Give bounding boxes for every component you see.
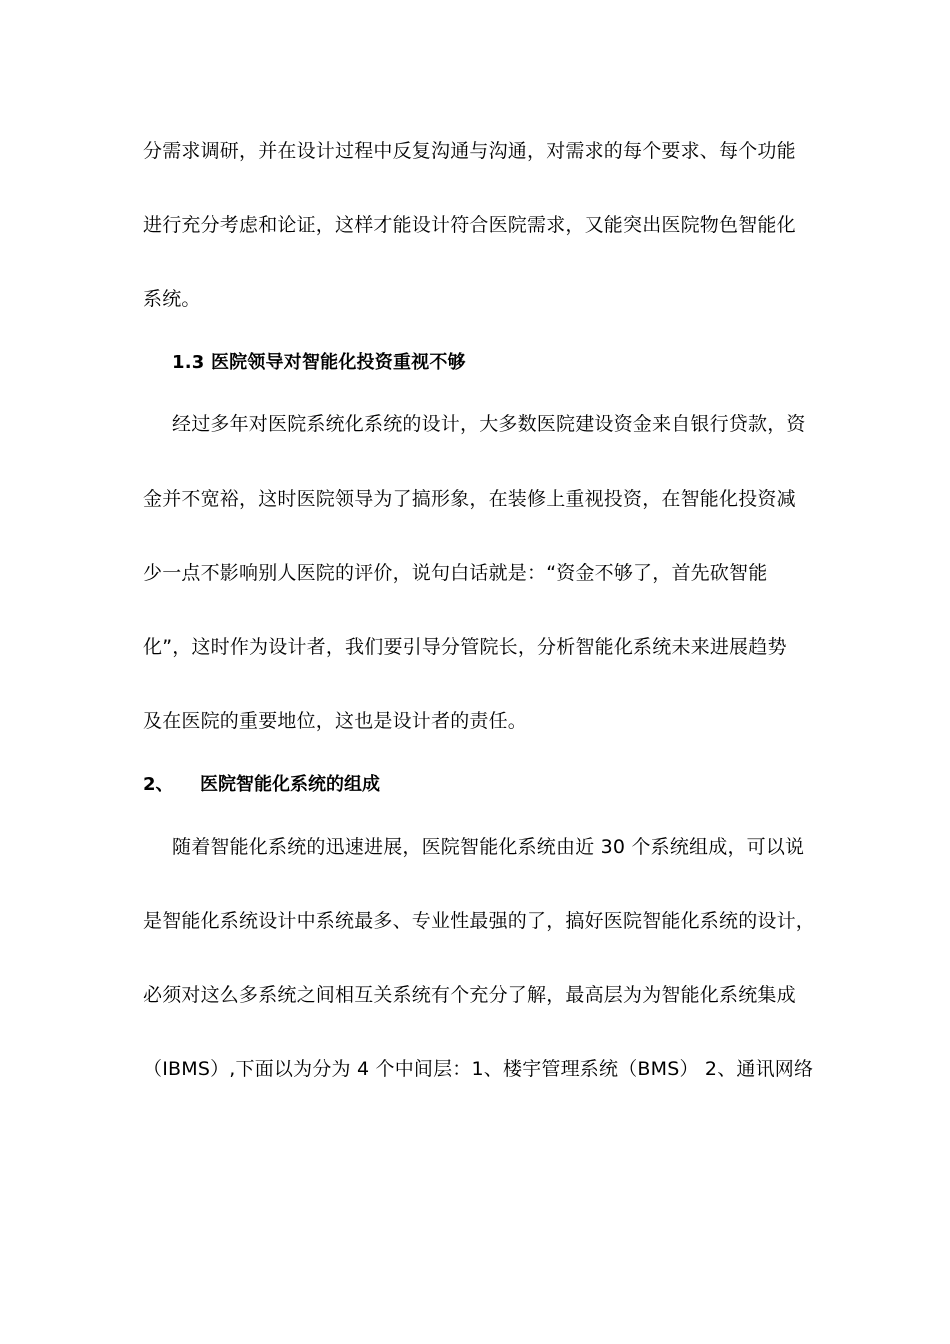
- paragraph-line: 少一点不影响别人医院的评价，说句白话就是：“资金不够了，首先砍智能: [143, 562, 768, 584]
- section-heading-1-3: 1.3 医院领导对智能化投资重视不够: [172, 352, 466, 373]
- paragraph-line: 化”，这时作为设计者，我们要引导分管院长，分析智能化系统未来进展趋势: [143, 636, 787, 658]
- paragraph-line: 分需求调研，并在设计过程中反复沟通与沟通，对需求的每个要求、每个功能: [143, 140, 796, 162]
- paragraph-line: 必须对这么多系统之间相互关系统有个充分了解，最高层为为智能化系统集成: [143, 984, 796, 1006]
- paragraph-line: 是智能化系统设计中系统最多、专业性最强的了，搞好医院智能化系统的设计，: [143, 910, 816, 932]
- paragraph-line: 系统。: [143, 288, 201, 310]
- paragraph-line: （IBMS）,下面以为分为 4 个中间层：1、楼宇管理系统（BMS） 2、通讯网络: [143, 1058, 814, 1080]
- paragraph-line: 金并不宽裕，这时医院领导为了搞形象，在装修上重视投资，在智能化投资减: [143, 488, 796, 510]
- paragraph-line: 经过多年对医院系统化系统的设计，大多数医院建设资金来自银行贷款，资: [172, 413, 806, 435]
- paragraph-line: 进行充分考虑和论证，这样才能设计符合医院需求，又能突出医院物色智能化: [143, 214, 796, 236]
- paragraph-line: 随着智能化系统的迅速进展，医院智能化系统由近 30 个系统组成，可以说: [172, 836, 805, 858]
- paragraph-line: 及在医院的重要地位，这也是设计者的责任。: [143, 710, 528, 732]
- section-heading-2: 医院智能化系统的组成: [200, 774, 380, 795]
- section-number-2: 2、: [143, 774, 174, 795]
